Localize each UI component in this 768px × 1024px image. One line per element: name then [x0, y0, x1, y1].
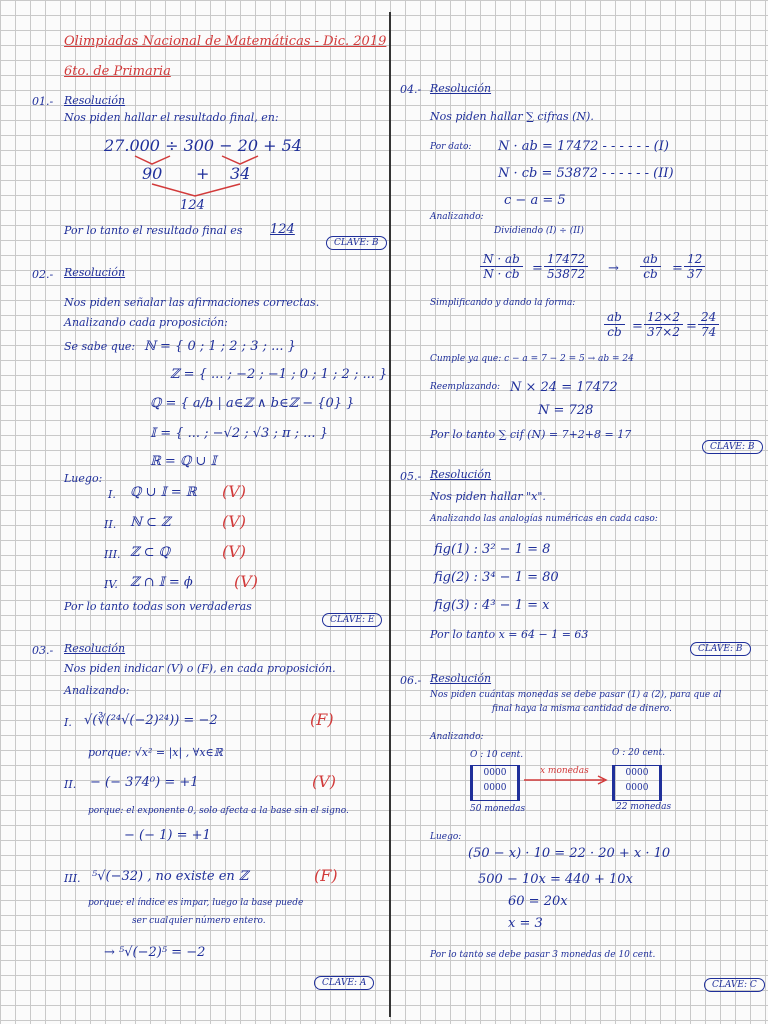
p3-number: 03.- [32, 644, 54, 657]
p4-frac-2-den: 53872 [547, 267, 586, 281]
p2-then: Luego: [64, 472, 103, 485]
p6-coin-2: O : 20 cent. [612, 748, 666, 758]
p2-item-3-label: III. [104, 548, 121, 561]
p4-frac-5 [604, 310, 625, 339]
p4-number: 04.- [400, 83, 422, 96]
p4-frac-2-num: 17472 [544, 252, 588, 267]
p5-resolution: Resolución [430, 468, 492, 481]
p3-iii-step: → ⁵√(−2)⁵ = −2 [104, 945, 206, 960]
p5-number: 05.- [400, 470, 422, 483]
page-title: Olimpiadas Nacional de Matemáticas - Dic. 2019 [64, 34, 387, 49]
p4-resolution: Resolución [430, 82, 492, 95]
p4-frac-3-den: cb [643, 267, 658, 281]
column-divider [389, 12, 391, 1017]
p4-data-label: Por dato: [430, 142, 472, 152]
p1-part-b: 34 [230, 164, 251, 183]
p6-question-2: final haya la misma cantidad de dinero. [492, 704, 672, 714]
p1-number: 01.- [32, 95, 54, 108]
p3-iii-expr: ⁵√(−32) , no existe en ℤ [92, 869, 249, 884]
p2-analysis: Analizando cada proposición: [64, 316, 228, 329]
p4-frac-3-num: ab [640, 252, 661, 267]
p4-analysis: Analizando: [430, 212, 484, 222]
p4-eq-sign-1: = [532, 261, 543, 276]
p3-iii-reason-2: ser cualquier número entero. [132, 916, 266, 926]
p5-fig-1: fig(1) : 3² − 1 = 8 [434, 542, 551, 557]
p4-frac-6 [644, 310, 683, 339]
p6-number: 06.- [400, 674, 422, 687]
p2-resolution: Resolución [64, 266, 126, 279]
p1-part-a: 90 [142, 164, 163, 183]
p6-question-1: Nos piden cuántas monedas se debe pasar (1) a (2), para que al [430, 690, 722, 700]
p4-condition: Cumple ya que: c − a = 7 − 2 = 5 → ab = 24 [430, 354, 634, 364]
p6-box-1 [470, 765, 520, 801]
p6-coin-1: O : 10 cent. [470, 750, 524, 760]
p2-item-2-label: II. [104, 518, 117, 531]
p4-frac-3 [640, 252, 661, 281]
p4-eq-3: c − a = 5 [504, 193, 566, 208]
p2-conclusion: Por lo tanto todas son verdaderas [64, 600, 252, 613]
p2-item-1-label: I. [108, 488, 116, 501]
p2-number: 02.- [32, 268, 54, 281]
p6-eq-1: (50 − x) · 10 = 22 · 20 + x · 10 [468, 846, 671, 861]
p6-analysis: Analizando: [430, 732, 484, 742]
p4-frac-1-num: N · ab [480, 252, 523, 267]
p5-conclusion: Por lo tanto x = 64 − 1 = 63 [430, 628, 589, 641]
p6-eq-4: x = 3 [508, 916, 543, 931]
p3-i-reason: porque: √x² = |x| , ∀x∈ℝ [88, 746, 223, 759]
p4-divide: Dividiendo (I) ÷ (II) [494, 226, 584, 236]
p3-ii-expr: − (− 374⁰) = +1 [90, 775, 199, 790]
p3-clave-badge: CLAVE: A [314, 976, 374, 990]
p4-simplify: Simplificando y dando la forma: [430, 298, 576, 308]
p3-i-label: I. [64, 716, 72, 729]
p3-i-mark: (F) [310, 710, 334, 729]
p6-box-2 [612, 765, 662, 801]
p2-item-4-label: IV. [104, 578, 118, 591]
p2-item-1-expr: ℚ ∪ 𝕀 = ℝ [130, 485, 197, 500]
p4-frac-1-den: N · cb [483, 267, 520, 281]
p2-item-2-expr: ℕ ⊂ ℤ [130, 515, 171, 530]
p2-item-4-expr: ℤ ∩ 𝕀 = ϕ [130, 575, 193, 590]
p3-ii-mark: (V) [312, 772, 337, 791]
p1-expression: 27.000 ÷ 300 − 20 + 54 [104, 136, 302, 155]
p4-arrow: → [608, 261, 619, 276]
p4-frac-7-den: 74 [701, 325, 717, 339]
p6-box-2-label: 22 monedas [616, 802, 672, 812]
p3-iii-mark: (F) [314, 866, 338, 885]
p4-frac-5-num: ab [604, 310, 625, 325]
p1-answer: 124 [270, 222, 295, 237]
p5-clave-badge: CLAVE: B [690, 642, 751, 656]
p6-box-1-row-2: 0000 [483, 783, 507, 793]
p1-plus: + [196, 164, 210, 183]
p4-frac-4-num: 12 [684, 252, 705, 267]
p3-ii-step: − (− 1) = +1 [124, 828, 211, 843]
p3-iii-reason-1: porque: el índice es impar, luego la base puede [88, 898, 304, 908]
p4-frac-5-den: cb [607, 325, 622, 339]
p4-n-value: N = 728 [538, 403, 594, 418]
p4-frac-7 [698, 310, 719, 339]
p6-box-1-label: 50 monedas [470, 804, 526, 814]
p4-frac-2 [544, 252, 588, 281]
p4-eq-sign-3: = [632, 319, 643, 334]
p2-clave-badge: CLAVE: E [322, 613, 382, 627]
p2-item-3-expr: ℤ ⊂ ℚ [130, 545, 170, 560]
p2-set-q: ℚ = { a/b | a∈ℤ ∧ b∈ℤ − {0} } [150, 396, 355, 411]
grade-label: 6to. de Primaria [64, 64, 171, 79]
p5-fig-2: fig(2) : 3⁴ − 1 = 80 [434, 570, 559, 585]
p1-question: Nos piden hallar el resultado final, en: [64, 111, 279, 124]
p4-frac-1 [480, 252, 523, 281]
p2-known: Se sabe que: [64, 340, 136, 353]
p2-set-i: 𝕀 = { ... ; −√2 ; √3 ; π ; ... } [150, 426, 328, 441]
p6-clave-badge: CLAVE: C [704, 978, 765, 992]
p4-eq-sign-2: = [672, 261, 683, 276]
p4-eq-sign-4: = [686, 319, 697, 334]
p5-fig-3: fig(3) : 4³ − 1 = x [434, 598, 550, 613]
p2-item-3-mark: (V) [222, 542, 247, 561]
p1-clave-badge: CLAVE: B [326, 236, 387, 250]
p4-frac-6-num: 12×2 [644, 310, 683, 325]
p2-item-1-mark: (V) [222, 482, 247, 501]
p5-analysis: Analizando las analogías numéricas en cada caso: [430, 514, 658, 524]
p1-conclusion: Por lo tanto el resultado final es [64, 224, 243, 237]
p4-replace-eq: N × 24 = 17472 [510, 380, 618, 395]
p1-sum: 124 [180, 198, 205, 213]
p4-frac-6-den: 37×2 [647, 325, 680, 339]
p6-transfer-label: x monedas [540, 766, 589, 776]
p4-question: Nos piden hallar ∑ cifras (N). [430, 110, 594, 123]
p2-set-r: ℝ = ℚ ∪ 𝕀 [150, 454, 217, 469]
p3-question: Nos piden indicar (V) o (F), en cada proposición. [64, 662, 336, 675]
p3-analysis: Analizando: [64, 684, 130, 697]
p4-frac-7-num: 24 [698, 310, 719, 325]
p3-iii-label: III. [64, 872, 81, 885]
p3-ii-label: II. [64, 778, 77, 791]
p2-item-2-mark: (V) [222, 512, 247, 531]
p4-replace-label: Reemplazando: [430, 382, 501, 392]
p2-item-4-mark: (V) [234, 572, 259, 591]
p6-box-1-row-1: 0000 [483, 768, 507, 778]
p2-set-n: ℕ = { 0 ; 1 ; 2 ; 3 ; ... } [144, 339, 296, 354]
p2-set-z: ℤ = { ... ; −2 ; −1 ; 0 ; 1 ; 2 ; ... } [170, 367, 388, 382]
p4-frac-4-den: 37 [687, 267, 703, 281]
p4-clave-badge: CLAVE: B [702, 440, 763, 454]
p4-eq-1: N · ab = 17472 - - - - - - (I) [498, 139, 669, 154]
p3-i-expr: √(∛(²⁴√(−2)²⁴)) = −2 [84, 713, 218, 728]
p4-eq-2: N · cb = 53872 - - - - - - (II) [498, 166, 674, 181]
p3-resolution: Resolución [64, 642, 126, 655]
p6-then: Luego: [430, 832, 462, 842]
p6-eq-2: 500 − 10x = 440 + 10x [478, 872, 633, 887]
p4-frac-4 [684, 252, 705, 281]
p3-ii-reason: porque: el exponente 0, solo afecta a la base sin el signo. [88, 806, 349, 816]
p6-box-2-row-1: 0000 [625, 768, 649, 778]
p6-box-2-row-2: 0000 [625, 783, 649, 793]
p6-resolution: Resolución [430, 672, 492, 685]
p6-conclusion: Por lo tanto se debe pasar 3 monedas de 10 cent. [430, 950, 656, 960]
p1-resolution: Resolución [64, 94, 126, 107]
p5-question: Nos piden hallar "x". [430, 490, 546, 503]
p4-conclusion: Por lo tanto ∑ cif (N) = 7+2+8 = 17 [430, 428, 632, 441]
p6-eq-3: 60 = 20x [508, 894, 568, 909]
p2-question: Nos piden señalar las afirmaciones correctas. [64, 296, 320, 309]
